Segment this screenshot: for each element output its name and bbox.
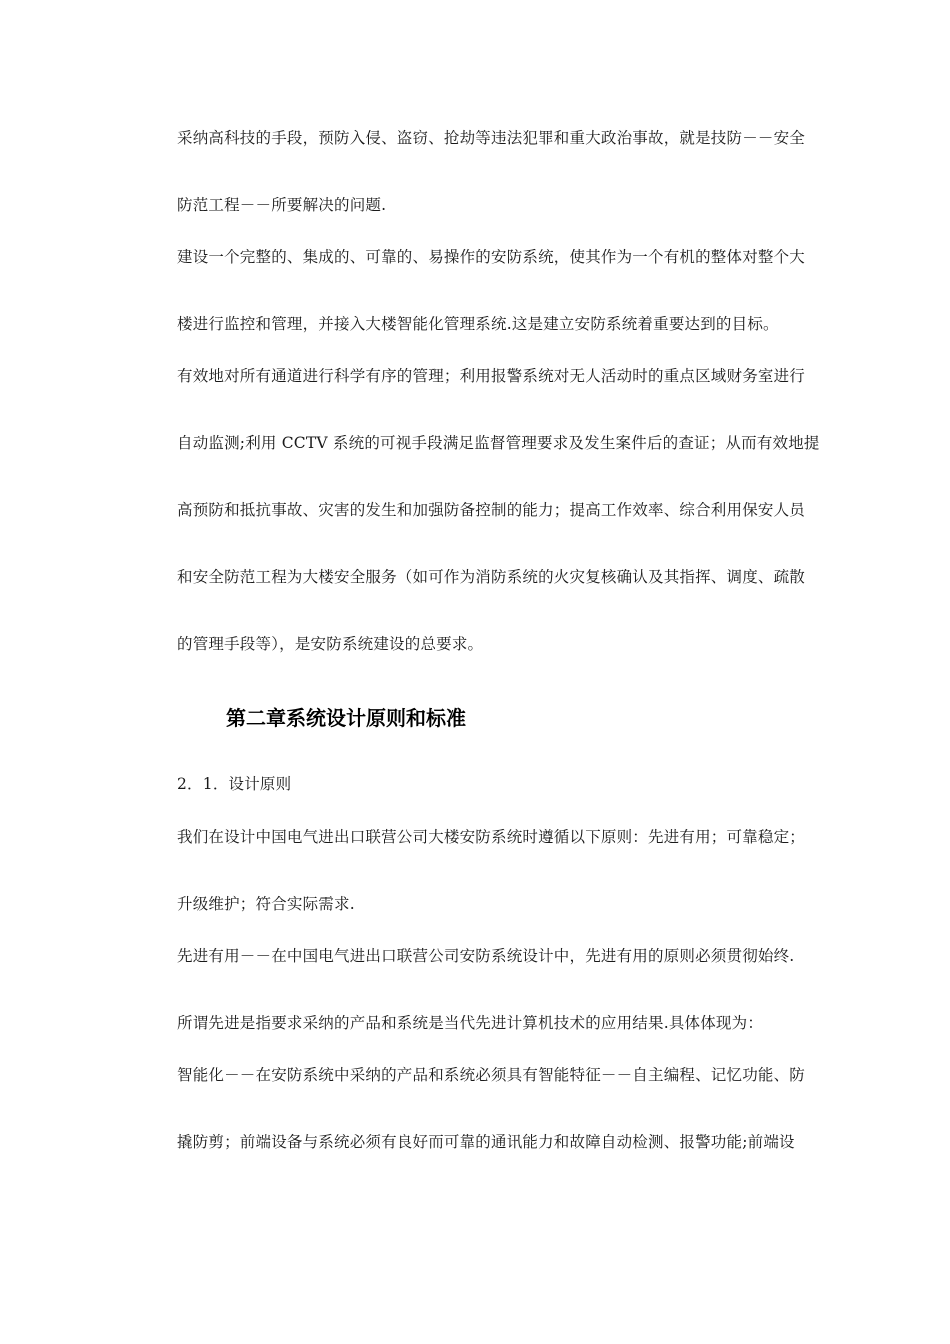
body-text-line: 防范工程－－所要解决的问题.: [177, 196, 387, 214]
body-text-line: 智能化－－在安防系统中采纳的产品和系统必须具有智能特征－－自主编程、记忆功能、防: [177, 1066, 806, 1084]
body-text-line: 先进有用－－在中国电气进出口联营公司安防系统设计中，先进有用的原则必须贯彻始终.: [177, 947, 795, 965]
body-text-line: 采纳高科技的手段，预防入侵、盗窃、抢劫等违法犯罪和重大政治事故，就是技防－－安全: [177, 129, 806, 147]
body-text-line: 自动监测;利用 CCTV 系统的可视手段满足监督管理要求及发生案件后的查证；从而有效地提: [177, 434, 820, 452]
body-text-line: 的管理手段等），是安防系统建设的总要求。: [177, 635, 484, 653]
body-text-line: 有效地对所有通道进行科学有序的管理；利用报警系统对无人活动时的重点区域财务室进行: [177, 367, 806, 385]
body-text-line: 建设一个完整的、集成的、可靠的、易操作的安防系统，使其作为一个有机的整体对整个大: [177, 248, 806, 266]
chapter-heading: 第二章系统设计原则和标准: [226, 706, 466, 730]
body-text-line: 升级维护；符合实际需求.: [177, 895, 355, 913]
body-text-line: 和安全防范工程为大楼安全服务（如可作为消防系统的火灾复核确认及其指挥、调度、疏散: [177, 568, 806, 586]
body-text-line: 高预防和抵抗事故、灾害的发生和加强防备控制的能力；提高工作效率、综合利用保安人员: [177, 501, 806, 519]
body-text-line: 楼进行监控和管理，并接入大楼智能化管理系统.这是建立安防系统着重要达到的目标。: [177, 315, 779, 333]
body-text-line: 我们在设计中国电气进出口联营公司大楼安防系统时遵循以下原则：先进有用；可靠稳定；: [177, 828, 806, 846]
body-text-line: 撬防剪；前端设备与系统必须有良好而可靠的通讯能力和故障自动检测、报警功能;前端设: [177, 1133, 795, 1151]
body-text-line: 所谓先进是指要求采纳的产品和系统是当代先进计算机技术的应用结果.具体体现为：: [177, 1014, 764, 1032]
section-heading: 2．1．设计原则: [177, 775, 292, 793]
